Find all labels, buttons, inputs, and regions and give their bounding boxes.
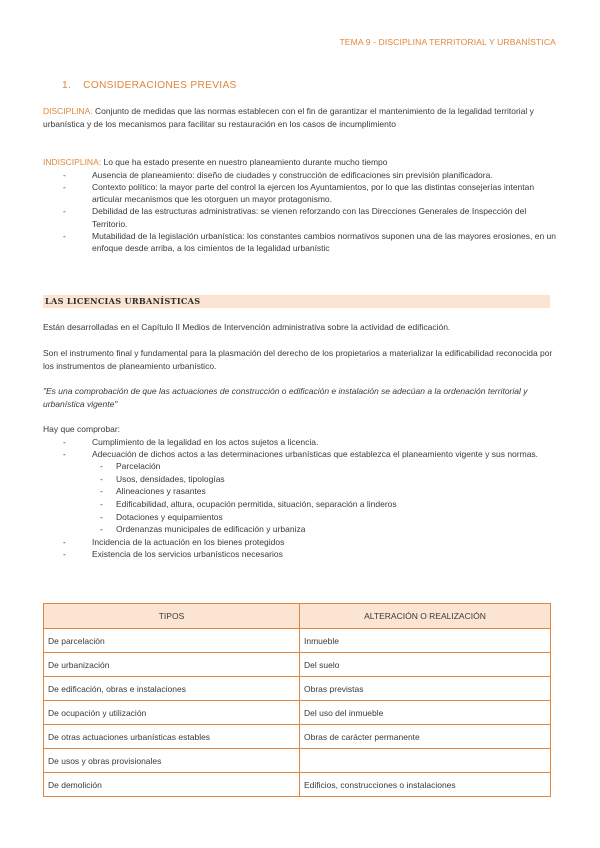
indisciplina-text: Lo que ha estado presente en nuestro planeamiento durante mucho tiempo — [101, 157, 388, 167]
licencias-table — [43, 603, 551, 797]
sub-list-item: - Dotaciones y equipamientos — [43, 511, 558, 524]
licencias-heading-band — [43, 295, 550, 308]
licencias-heading: LAS LICENCIAS URBANÍSTICAS — [45, 296, 201, 306]
page-header: TEMA 9 - DISCIPLINA TERRITORIAL Y URBANÍSTICA — [339, 37, 556, 47]
table-header-row — [44, 604, 551, 629]
licencias-quote: "Es una comprobación de que las actuaciones de construcción o edificación e instalación se adecúan a la ordenación territorial y urbanística vigente" — [43, 386, 528, 409]
sub-list — [43, 460, 558, 536]
table-cell: De demolición — [44, 773, 300, 797]
check-list-continued — [43, 536, 558, 561]
disciplina-paragraph — [43, 105, 558, 130]
table-cell: De usos y obras provisionales — [44, 749, 300, 773]
list-item-text: Adecuación de dichos actos a las determinaciones urbanísticas que establezca el planeamiento vigente y sus normas. — [92, 448, 539, 459]
table-cell: De edificación, obras e instalaciones — [44, 677, 300, 701]
indisciplina-block — [43, 156, 558, 255]
indisciplina-term: INDISCIPLINA: — [43, 157, 102, 167]
table-cell — [300, 749, 551, 773]
section-heading: CONSIDERACIONES PREVIAS — [83, 80, 237, 91]
table-cell: De otras actuaciones urbanísticas estables — [44, 725, 300, 749]
table-cell: Del suelo — [300, 653, 551, 677]
table-row — [44, 749, 551, 773]
indisciplina-line — [43, 156, 558, 169]
sub-list-item: - Parcelación — [43, 460, 558, 473]
table-cell: De ocupación y utilización — [44, 701, 300, 725]
table-cell: Obras previstas — [300, 677, 551, 701]
section-number: 1. — [62, 80, 72, 91]
list-item: - Contexto político: la mayor parte del control la ejercen los Ayuntamientos, por lo que las distintas consejerías intentan articular mecanismos que les otorguen un mayor protagonismo. — [43, 181, 558, 206]
table-row — [44, 773, 551, 797]
list-item: - Existencia de los servicios urbanísticos necesarios — [43, 548, 558, 560]
list-item: - Incidencia de la actuación en los bienes protegidos — [43, 536, 558, 548]
table-row — [44, 701, 551, 725]
check-list — [43, 436, 558, 461]
table-cell: Inmueble — [300, 629, 551, 653]
table-cell: De urbanización — [44, 653, 300, 677]
disciplina-term: DISCIPLINA: — [43, 106, 93, 116]
list-item — [43, 448, 558, 460]
list-item: - Ausencia de planeamiento: diseño de ciudades y construcción de edificaciones sin previsión planificadora. — [43, 169, 558, 181]
indisciplina-list — [43, 169, 558, 255]
table-cell: De parcelación — [44, 629, 300, 653]
table-header: TIPOS — [44, 604, 300, 629]
table-cell: Del uso del inmueble — [300, 701, 551, 725]
table-row — [44, 725, 551, 749]
sub-list-item: - Ordenanzas municipales de edificación y urbaniza — [43, 523, 558, 536]
sub-list-item: - Edificabilidad, altura, ocupación permitida, situación, separación a linderos — [43, 498, 558, 511]
list-item: - Mutabilidad de la legislación urbanística: los constantes cambios normativos suponen una de las mayores erosiones, en un enfoque desde arriba, a los cimientos de la legalidad urbanístic — [43, 230, 558, 255]
licencias-p2: Son el instrumento final y fundamental para la plasmación del derecho de los propietarios a materializar la edificabilidad reconocida por los instrumentos de planeamiento urbanístico. — [43, 348, 553, 371]
check-block — [43, 423, 558, 560]
table-cell: Edificios, construcciones o instalaciones — [300, 773, 551, 797]
check-intro: Hay que comprobar: — [43, 424, 121, 434]
section-title — [62, 80, 237, 91]
licencias-p1: Están desarrolladas en el Capítulo II Medios de Intervención administrativa sobre la actividad de edificación. — [43, 322, 451, 332]
sub-list-item: - Alineaciones y rasantes — [43, 485, 558, 498]
table-row — [44, 653, 551, 677]
list-item: - Cumplimiento de la legalidad en los actos sujetos a licencia. — [43, 436, 558, 448]
disciplina-text: Conjunto de medidas que las normas establecen con el fin de garantizar el mantenimiento de la legalidad territorial y urbanística y de los mecanismos para facilitar su restauración en los casos de incumplimiento — [43, 106, 534, 129]
list-item: - Debilidad de las estructuras administrativas: se vienen reforzando con las Direcciones Generales de Inspección del Territorio. — [43, 205, 558, 230]
sub-list-item: - Usos, densidades, tipologías — [43, 473, 558, 486]
table-row — [44, 677, 551, 701]
table-row — [44, 629, 551, 653]
table-cell: Obras de carácter permanente — [300, 725, 551, 749]
table-header: ALTERACIÓN O REALIZACIÓN — [300, 604, 551, 629]
